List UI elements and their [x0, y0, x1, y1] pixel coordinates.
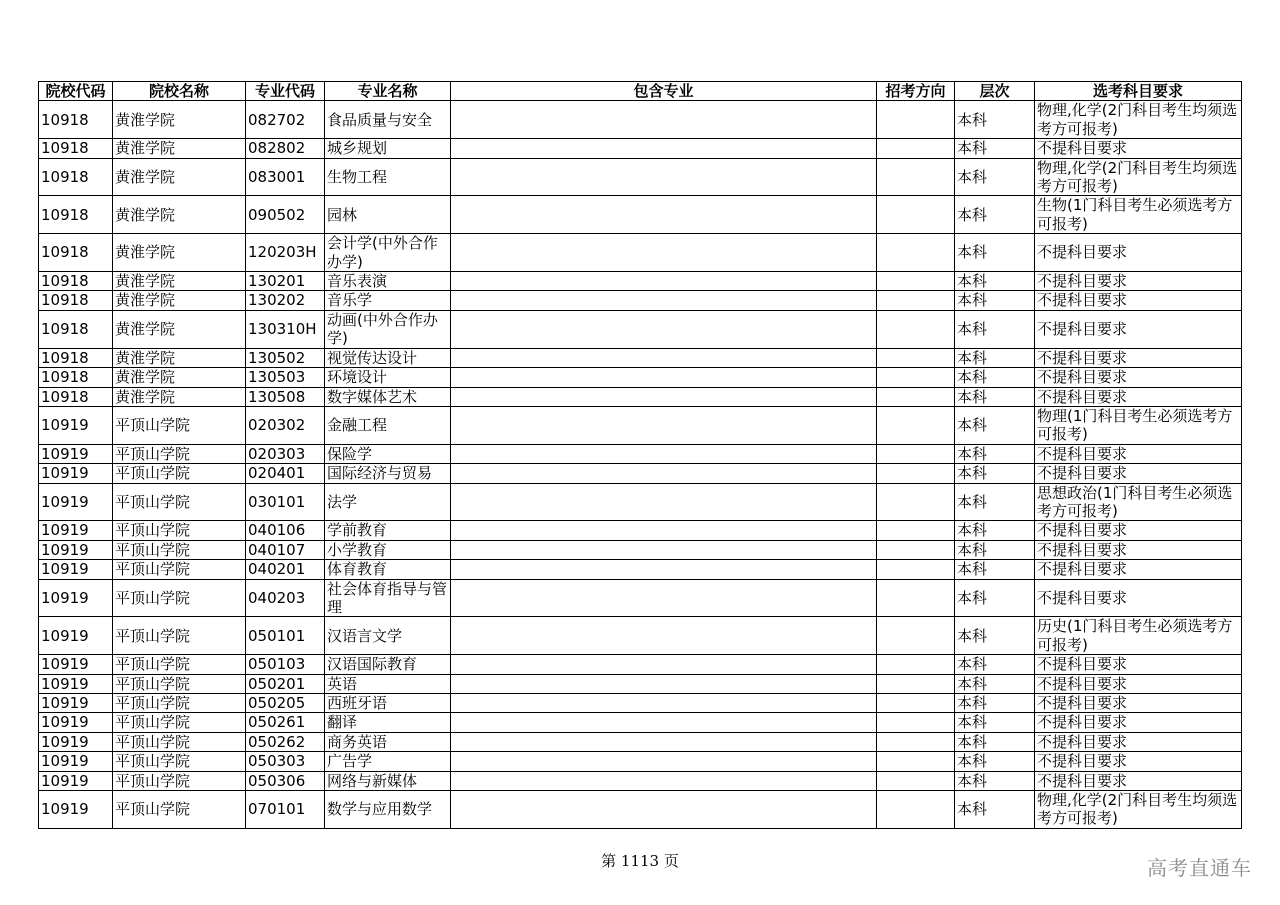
- cell-major-code: 020401: [246, 464, 325, 483]
- cell-included-majors: [451, 732, 877, 751]
- cell-level: 本科: [955, 348, 1035, 367]
- cell-level: 本科: [955, 139, 1035, 158]
- cell-major-code: 050205: [246, 694, 325, 713]
- table-row: [39, 139, 1242, 158]
- cell-major-code: 070101: [246, 791, 325, 829]
- table-row: [39, 310, 1242, 348]
- cell-included-majors: [451, 196, 877, 234]
- cell-subject-requirement: 不提科目要求: [1035, 674, 1242, 693]
- cell-direction: [877, 791, 955, 829]
- cell-direction: [877, 752, 955, 771]
- cell-level: 本科: [955, 387, 1035, 406]
- table-row: [39, 444, 1242, 463]
- cell-direction: [877, 101, 955, 139]
- cell-direction: [877, 674, 955, 693]
- cell-level: 本科: [955, 791, 1035, 829]
- cell-direction: [877, 579, 955, 617]
- cell-major-code: 050262: [246, 732, 325, 751]
- cell-subject-requirement: 物理(1门科目考生必须选考方可报考): [1035, 406, 1242, 444]
- cell-school-code: 10919: [39, 521, 113, 540]
- table-row: [39, 579, 1242, 617]
- cell-level: 本科: [955, 540, 1035, 559]
- cell-major-code: 130201: [246, 272, 325, 291]
- header-direction: 招考方向: [877, 82, 955, 101]
- cell-level: 本科: [955, 521, 1035, 540]
- cell-school-code: 10918: [39, 196, 113, 234]
- cell-major-code: 050261: [246, 713, 325, 732]
- cell-subject-requirement: 不提科目要求: [1035, 579, 1242, 617]
- cell-included-majors: [451, 713, 877, 732]
- cell-direction: [877, 387, 955, 406]
- cell-included-majors: [451, 483, 877, 521]
- cell-major-name: 学前教育: [325, 521, 451, 540]
- table-row: [39, 674, 1242, 693]
- cell-school-code: 10919: [39, 732, 113, 751]
- cell-major-name: 数学与应用数学: [325, 791, 451, 829]
- cell-major-code: 050103: [246, 655, 325, 674]
- cell-school-code: 10919: [39, 444, 113, 463]
- cell-major-code: 040201: [246, 560, 325, 579]
- cell-subject-requirement: 不提科目要求: [1035, 368, 1242, 387]
- table-row: [39, 560, 1242, 579]
- cell-major-code: 120203H: [246, 234, 325, 272]
- cell-included-majors: [451, 674, 877, 693]
- cell-school-name: 平顶山学院: [113, 579, 246, 617]
- cell-school-name: 黄淮学院: [113, 291, 246, 310]
- table-row: [39, 272, 1242, 291]
- cell-included-majors: [451, 579, 877, 617]
- cell-major-name: 生物工程: [325, 158, 451, 196]
- cell-major-name: 商务英语: [325, 732, 451, 751]
- cell-school-name: 平顶山学院: [113, 540, 246, 559]
- cell-major-name: 会计学(中外合作办学): [325, 234, 451, 272]
- watermark-logo-text: 高考直通车: [1147, 856, 1252, 880]
- cell-school-name: 黄淮学院: [113, 234, 246, 272]
- cell-school-name: 平顶山学院: [113, 674, 246, 693]
- table-row: [39, 158, 1242, 196]
- cell-school-name: 平顶山学院: [113, 483, 246, 521]
- cell-subject-requirement: 历史(1门科目考生必须选考方可报考): [1035, 617, 1242, 655]
- cell-direction: [877, 291, 955, 310]
- cell-school-name: 黄淮学院: [113, 272, 246, 291]
- cell-major-code: 083001: [246, 158, 325, 196]
- header-subject-requirement: 选考科目要求: [1035, 82, 1242, 101]
- cell-school-name: 黄淮学院: [113, 310, 246, 348]
- cell-school-name: 黄淮学院: [113, 101, 246, 139]
- table-row: [39, 483, 1242, 521]
- cell-major-name: 园林: [325, 196, 451, 234]
- table-row: [39, 771, 1242, 790]
- cell-subject-requirement: 不提科目要求: [1035, 560, 1242, 579]
- cell-direction: [877, 464, 955, 483]
- cell-school-name: 平顶山学院: [113, 406, 246, 444]
- cell-level: 本科: [955, 674, 1035, 693]
- cell-level: 本科: [955, 444, 1035, 463]
- cell-school-name: 平顶山学院: [113, 752, 246, 771]
- cell-subject-requirement: 不提科目要求: [1035, 540, 1242, 559]
- cell-school-code: 10918: [39, 234, 113, 272]
- cell-school-code: 10918: [39, 291, 113, 310]
- cell-school-code: 10919: [39, 483, 113, 521]
- cell-direction: [877, 713, 955, 732]
- header-included-majors: 包含专业: [451, 82, 877, 101]
- cell-major-name: 音乐学: [325, 291, 451, 310]
- cell-level: 本科: [955, 694, 1035, 713]
- cell-included-majors: [451, 560, 877, 579]
- cell-major-name: 汉语言文学: [325, 617, 451, 655]
- cell-included-majors: [451, 291, 877, 310]
- cell-level: 本科: [955, 655, 1035, 674]
- cell-major-name: 国际经济与贸易: [325, 464, 451, 483]
- cell-level: 本科: [955, 617, 1035, 655]
- header-major-name: 专业名称: [325, 82, 451, 101]
- cell-school-name: 平顶山学院: [113, 791, 246, 829]
- cell-included-majors: [451, 752, 877, 771]
- cell-direction: [877, 521, 955, 540]
- cell-school-code: 10919: [39, 713, 113, 732]
- cell-school-code: 10918: [39, 139, 113, 158]
- cell-included-majors: [451, 387, 877, 406]
- cell-school-code: 10918: [39, 348, 113, 367]
- cell-subject-requirement: 不提科目要求: [1035, 752, 1242, 771]
- cell-major-name: 广告学: [325, 752, 451, 771]
- cell-level: 本科: [955, 101, 1035, 139]
- cell-school-name: 黄淮学院: [113, 139, 246, 158]
- cell-direction: [877, 158, 955, 196]
- table-row: [39, 368, 1242, 387]
- cell-subject-requirement: 不提科目要求: [1035, 139, 1242, 158]
- cell-direction: [877, 368, 955, 387]
- cell-direction: [877, 694, 955, 713]
- cell-school-name: 黄淮学院: [113, 196, 246, 234]
- table-row: [39, 521, 1242, 540]
- cell-school-name: 平顶山学院: [113, 655, 246, 674]
- cell-level: 本科: [955, 771, 1035, 790]
- cell-major-code: 040203: [246, 579, 325, 617]
- cell-major-code: 130508: [246, 387, 325, 406]
- cell-direction: [877, 732, 955, 751]
- cell-level: 本科: [955, 713, 1035, 732]
- cell-included-majors: [451, 310, 877, 348]
- cell-school-code: 10918: [39, 387, 113, 406]
- cell-major-code: 040107: [246, 540, 325, 559]
- cell-major-code: 130503: [246, 368, 325, 387]
- table-row: [39, 196, 1242, 234]
- cell-direction: [877, 771, 955, 790]
- cell-direction: [877, 444, 955, 463]
- cell-direction: [877, 406, 955, 444]
- cell-included-majors: [451, 791, 877, 829]
- cell-major-name: 网络与新媒体: [325, 771, 451, 790]
- table-body: [39, 101, 1242, 828]
- cell-level: 本科: [955, 234, 1035, 272]
- cell-included-majors: [451, 444, 877, 463]
- cell-included-majors: [451, 234, 877, 272]
- cell-major-code: 020302: [246, 406, 325, 444]
- cell-school-name: 平顶山学院: [113, 560, 246, 579]
- cell-included-majors: [451, 101, 877, 139]
- cell-subject-requirement: 不提科目要求: [1035, 291, 1242, 310]
- cell-major-code: 130502: [246, 348, 325, 367]
- cell-school-code: 10919: [39, 655, 113, 674]
- cell-school-code: 10918: [39, 368, 113, 387]
- cell-major-name: 城乡规划: [325, 139, 451, 158]
- cell-subject-requirement: 不提科目要求: [1035, 234, 1242, 272]
- cell-included-majors: [451, 348, 877, 367]
- cell-school-code: 10919: [39, 771, 113, 790]
- table-row: [39, 540, 1242, 559]
- cell-school-code: 10918: [39, 272, 113, 291]
- cell-major-code: 050101: [246, 617, 325, 655]
- cell-included-majors: [451, 617, 877, 655]
- cell-major-name: 金融工程: [325, 406, 451, 444]
- cell-subject-requirement: 物理,化学(2门科目考生均须选考方可报考): [1035, 791, 1242, 829]
- cell-subject-requirement: 不提科目要求: [1035, 713, 1242, 732]
- table-row: [39, 713, 1242, 732]
- cell-major-code: 020303: [246, 444, 325, 463]
- cell-school-name: 平顶山学院: [113, 617, 246, 655]
- cell-school-code: 10919: [39, 791, 113, 829]
- cell-included-majors: [451, 521, 877, 540]
- cell-level: 本科: [955, 732, 1035, 751]
- header-school-code: 院校代码: [39, 82, 113, 101]
- table-row: [39, 752, 1242, 771]
- cell-major-name: 英语: [325, 674, 451, 693]
- cell-school-name: 平顶山学院: [113, 521, 246, 540]
- cell-major-name: 小学教育: [325, 540, 451, 559]
- cell-included-majors: [451, 406, 877, 444]
- cell-school-code: 10918: [39, 101, 113, 139]
- cell-subject-requirement: 不提科目要求: [1035, 655, 1242, 674]
- cell-direction: [877, 540, 955, 559]
- cell-school-code: 10918: [39, 158, 113, 196]
- cell-subject-requirement: 不提科目要求: [1035, 444, 1242, 463]
- cell-major-name: 数字媒体艺术: [325, 387, 451, 406]
- cell-direction: [877, 655, 955, 674]
- table-row: [39, 291, 1242, 310]
- cell-major-name: 视觉传达设计: [325, 348, 451, 367]
- cell-direction: [877, 272, 955, 291]
- table-row: [39, 348, 1242, 367]
- cell-school-code: 10918: [39, 310, 113, 348]
- cell-major-name: 动画(中外合作办学): [325, 310, 451, 348]
- page-number: 第 1113 页: [601, 852, 679, 870]
- cell-level: 本科: [955, 196, 1035, 234]
- table-row: [39, 694, 1242, 713]
- cell-major-code: 050201: [246, 674, 325, 693]
- cell-level: 本科: [955, 406, 1035, 444]
- cell-school-code: 10919: [39, 540, 113, 559]
- cell-school-name: 黄淮学院: [113, 158, 246, 196]
- cell-school-name: 平顶山学院: [113, 694, 246, 713]
- cell-school-name: 平顶山学院: [113, 444, 246, 463]
- cell-school-code: 10919: [39, 406, 113, 444]
- cell-major-name: 汉语国际教育: [325, 655, 451, 674]
- cell-subject-requirement: 不提科目要求: [1035, 521, 1242, 540]
- cell-included-majors: [451, 139, 877, 158]
- cell-subject-requirement: 不提科目要求: [1035, 387, 1242, 406]
- cell-school-name: 黄淮学院: [113, 348, 246, 367]
- table-row: [39, 791, 1242, 829]
- cell-subject-requirement: 不提科目要求: [1035, 771, 1242, 790]
- cell-level: 本科: [955, 579, 1035, 617]
- cell-school-code: 10919: [39, 752, 113, 771]
- cell-direction: [877, 348, 955, 367]
- cell-level: 本科: [955, 560, 1035, 579]
- cell-subject-requirement: 思想政治(1门科目考生必须选考方可报考): [1035, 483, 1242, 521]
- table-row: [39, 617, 1242, 655]
- header-level: 层次: [955, 82, 1035, 101]
- cell-school-name: 平顶山学院: [113, 464, 246, 483]
- table-row: [39, 464, 1242, 483]
- header-school-name: 院校名称: [113, 82, 246, 101]
- cell-major-name: 体育教育: [325, 560, 451, 579]
- cell-school-code: 10919: [39, 617, 113, 655]
- table-row: [39, 101, 1242, 139]
- cell-major-name: 西班牙语: [325, 694, 451, 713]
- cell-major-code: 050306: [246, 771, 325, 790]
- cell-school-name: 平顶山学院: [113, 732, 246, 751]
- cell-major-name: 环境设计: [325, 368, 451, 387]
- cell-major-code: 130310H: [246, 310, 325, 348]
- cell-included-majors: [451, 540, 877, 559]
- cell-direction: [877, 196, 955, 234]
- cell-direction: [877, 483, 955, 521]
- cell-included-majors: [451, 368, 877, 387]
- cell-included-majors: [451, 158, 877, 196]
- cell-major-code: 040106: [246, 521, 325, 540]
- cell-subject-requirement: 物理,化学(2门科目考生均须选考方可报考): [1035, 101, 1242, 139]
- cell-direction: [877, 234, 955, 272]
- cell-major-code: 030101: [246, 483, 325, 521]
- cell-subject-requirement: 不提科目要求: [1035, 464, 1242, 483]
- cell-major-name: 社会体育指导与管理: [325, 579, 451, 617]
- cell-level: 本科: [955, 310, 1035, 348]
- cell-school-code: 10919: [39, 579, 113, 617]
- cell-major-code: 082702: [246, 101, 325, 139]
- cell-included-majors: [451, 272, 877, 291]
- cell-level: 本科: [955, 158, 1035, 196]
- cell-major-code: 082802: [246, 139, 325, 158]
- cell-subject-requirement: 不提科目要求: [1035, 732, 1242, 751]
- cell-level: 本科: [955, 291, 1035, 310]
- cell-major-code: 050303: [246, 752, 325, 771]
- table-row: [39, 655, 1242, 674]
- cell-major-name: 食品质量与安全: [325, 101, 451, 139]
- cell-level: 本科: [955, 752, 1035, 771]
- cell-school-name: 平顶山学院: [113, 771, 246, 790]
- cell-major-name: 保险学: [325, 444, 451, 463]
- cell-level: 本科: [955, 272, 1035, 291]
- cell-school-code: 10919: [39, 560, 113, 579]
- cell-major-name: 翻译: [325, 713, 451, 732]
- cell-school-code: 10919: [39, 464, 113, 483]
- table-row: [39, 732, 1242, 751]
- cell-direction: [877, 310, 955, 348]
- cell-direction: [877, 617, 955, 655]
- cell-school-code: 10919: [39, 674, 113, 693]
- cell-major-code: 130202: [246, 291, 325, 310]
- table-row: [39, 234, 1242, 272]
- cell-school-code: 10919: [39, 694, 113, 713]
- cell-level: 本科: [955, 483, 1035, 521]
- cell-included-majors: [451, 771, 877, 790]
- cell-subject-requirement: 物理,化学(2门科目考生均须选考方可报考): [1035, 158, 1242, 196]
- cell-major-code: 090502: [246, 196, 325, 234]
- table-row: [39, 406, 1242, 444]
- cell-school-name: 黄淮学院: [113, 368, 246, 387]
- cell-subject-requirement: 不提科目要求: [1035, 694, 1242, 713]
- cell-subject-requirement: 不提科目要求: [1035, 272, 1242, 291]
- header-major-code: 专业代码: [246, 82, 325, 101]
- cell-school-name: 黄淮学院: [113, 387, 246, 406]
- cell-level: 本科: [955, 368, 1035, 387]
- cell-direction: [877, 139, 955, 158]
- admissions-table: [38, 81, 1242, 829]
- cell-included-majors: [451, 464, 877, 483]
- cell-included-majors: [451, 694, 877, 713]
- cell-major-name: 法学: [325, 483, 451, 521]
- cell-subject-requirement: 不提科目要求: [1035, 310, 1242, 348]
- cell-included-majors: [451, 655, 877, 674]
- cell-subject-requirement: 不提科目要求: [1035, 348, 1242, 367]
- cell-major-name: 音乐表演: [325, 272, 451, 291]
- cell-level: 本科: [955, 464, 1035, 483]
- cell-school-name: 平顶山学院: [113, 713, 246, 732]
- table-row: [39, 387, 1242, 406]
- header-row: [39, 82, 1242, 101]
- cell-direction: [877, 560, 955, 579]
- cell-subject-requirement: 生物(1门科目考生必须选考方可报考): [1035, 196, 1242, 234]
